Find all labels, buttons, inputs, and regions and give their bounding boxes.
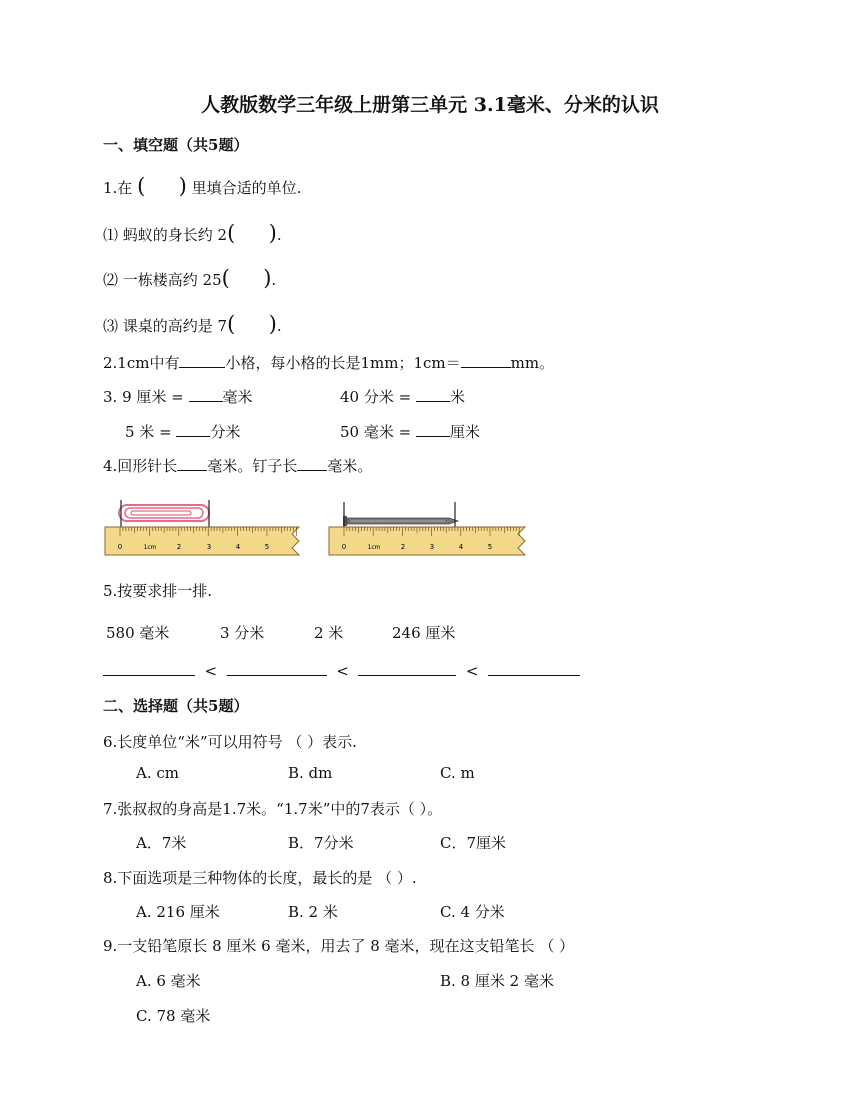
- ruler-label-3: 3: [206, 543, 212, 551]
- question-1-sub-1: [103, 221, 282, 245]
- q5-order-row: [103, 661, 580, 680]
- question-4: [103, 455, 372, 476]
- paren-blank: ( ): [227, 221, 277, 245]
- question-8-stem: 8.下面选项是三种物体的长度，最长的是 （ ）.: [103, 869, 417, 887]
- question-4-part-b: 毫米。钉子长: [207, 457, 298, 475]
- q9-option-c[interactable]: C. 78 毫米: [136, 1007, 211, 1025]
- question-1-stem-end: 里填合适的单位.: [191, 179, 302, 197]
- ruler-label-0: 0: [117, 543, 123, 551]
- question-1-sub-3: [103, 312, 282, 336]
- ruler-label-3: 3: [429, 543, 435, 551]
- sub-question-tail: .: [276, 317, 282, 335]
- answer-blank[interactable]: [297, 456, 327, 471]
- sub-question-text: ⑴ 蚂蚁的身长约 2: [103, 226, 228, 244]
- ruler-label-5: 5: [264, 543, 270, 551]
- answer-blank[interactable]: [461, 353, 511, 368]
- answer-blank[interactable]: [179, 353, 225, 368]
- unit-text: 米: [449, 388, 465, 406]
- question-1-stem-start: 1.在: [103, 179, 133, 197]
- paren-blank: ( ): [221, 266, 272, 290]
- equation-text: 40 分米 =: [340, 388, 412, 406]
- order-blank[interactable]: [488, 661, 580, 676]
- page-title: 人教版数学三年级上册第三单元 3.1毫米、分米的认识: [201, 94, 659, 116]
- ruler-label-2: 2: [400, 543, 406, 551]
- ruler-label-4: 4: [458, 543, 464, 551]
- q9-option-b[interactable]: B. 8 厘米 2 毫米: [440, 972, 554, 990]
- question-3-row-2a: [125, 421, 240, 442]
- equation-text: 3. 9 厘米 =: [103, 388, 184, 406]
- less-than-sign: <: [336, 662, 349, 680]
- less-than-sign: <: [465, 662, 479, 680]
- equation-text: 5 米 =: [125, 423, 172, 441]
- question-3-row-1b: [340, 386, 465, 407]
- sub-question-tail: .: [276, 226, 282, 244]
- q5-item: 3 分米: [220, 624, 265, 642]
- ruler-label-4: 4: [235, 543, 241, 551]
- ruler-nail-figure: [327, 497, 532, 559]
- ruler-label-0: 0: [341, 543, 347, 551]
- q8-option-a[interactable]: A. 216 厘米: [136, 903, 220, 921]
- answer-blank[interactable]: [177, 456, 207, 471]
- equation-text: 50 毫米 =: [340, 423, 412, 441]
- answer-blank[interactable]: [416, 422, 450, 437]
- ruler-label-1cm: 1cm: [367, 544, 381, 551]
- q5-item: 2 米: [314, 624, 344, 642]
- unit-text: 厘米: [449, 423, 480, 441]
- order-blank[interactable]: [227, 661, 327, 676]
- question-9-stem: 9.一支铅笔原长 8 厘米 6 毫米，用去了 8 毫米，现在这支铅笔长 （ ）: [103, 937, 575, 955]
- question-6-stem: 6.长度单位“米”可以用符号 （ ）表示.: [103, 733, 357, 751]
- answer-blank[interactable]: [416, 387, 450, 402]
- q8-option-c[interactable]: C. 4 分米: [440, 903, 505, 921]
- ruler-label-1cm: 1cm: [143, 544, 157, 551]
- ruler-paperclip-figure: [103, 497, 308, 559]
- ruler-body: [105, 527, 299, 555]
- question-2: [103, 352, 554, 373]
- ruler-label-2: 2: [176, 543, 182, 551]
- question-1-sub-2: [103, 266, 276, 290]
- sub-question-text: ⑶ 课桌的高约是 7: [103, 317, 228, 335]
- sub-question-tail: .: [271, 271, 277, 289]
- question-2-part-c: mm。: [510, 354, 555, 372]
- q7-option-c[interactable]: C．7厘米: [440, 834, 507, 852]
- nail-icon: [343, 516, 458, 526]
- section-heading-multiple-choice: 二、选择题（共5题）: [103, 697, 249, 715]
- question-4-part-c: 毫米。: [327, 457, 373, 475]
- question-3-row-1a: [103, 386, 253, 407]
- paren-blank: ( ): [227, 312, 277, 336]
- question-2-part-a: 2.1cm中有: [103, 354, 180, 372]
- question-2-part-b: 小格，每小格的长是1mm；1cm＝: [225, 354, 461, 372]
- answer-blank[interactable]: [189, 387, 223, 402]
- q6-option-b[interactable]: B. dm: [288, 764, 333, 782]
- question-1-stem: [103, 174, 301, 198]
- q5-item: 246 厘米: [392, 624, 456, 642]
- question-7-stem: 7.张叔叔的身高是1.7米。“1.7米”中的7表示（ ）。: [103, 800, 443, 818]
- question-3-row-2b: [340, 421, 480, 442]
- unit-text: 分米: [210, 423, 241, 441]
- q7-option-a[interactable]: A．7米: [136, 834, 187, 852]
- q7-option-b[interactable]: B．7分米: [288, 834, 354, 852]
- q6-option-a[interactable]: A. cm: [136, 764, 179, 782]
- q9-option-a[interactable]: A. 6 毫米: [136, 972, 201, 990]
- order-blank[interactable]: [358, 661, 456, 676]
- q5-item: 580 毫米: [106, 624, 170, 642]
- paren-blank: ( ): [137, 174, 187, 198]
- question-5-stem: 5.按要求排一排.: [103, 582, 213, 600]
- question-4-part-a: 4.回形针长: [103, 457, 178, 475]
- q8-option-b[interactable]: B. 2 米: [288, 903, 338, 921]
- section-heading-fill-blank: 一、填空题（共5题）: [103, 136, 249, 154]
- ruler-label-5: 5: [487, 543, 493, 551]
- order-blank[interactable]: [103, 661, 195, 676]
- q6-option-c[interactable]: C. m: [440, 764, 475, 782]
- less-than-sign: <: [204, 662, 218, 680]
- unit-text: 毫米: [222, 388, 253, 406]
- sub-question-text: ⑵ 一栋楼高约 25: [103, 271, 222, 289]
- answer-blank[interactable]: [176, 422, 210, 437]
- paperclip-icon: [119, 505, 209, 521]
